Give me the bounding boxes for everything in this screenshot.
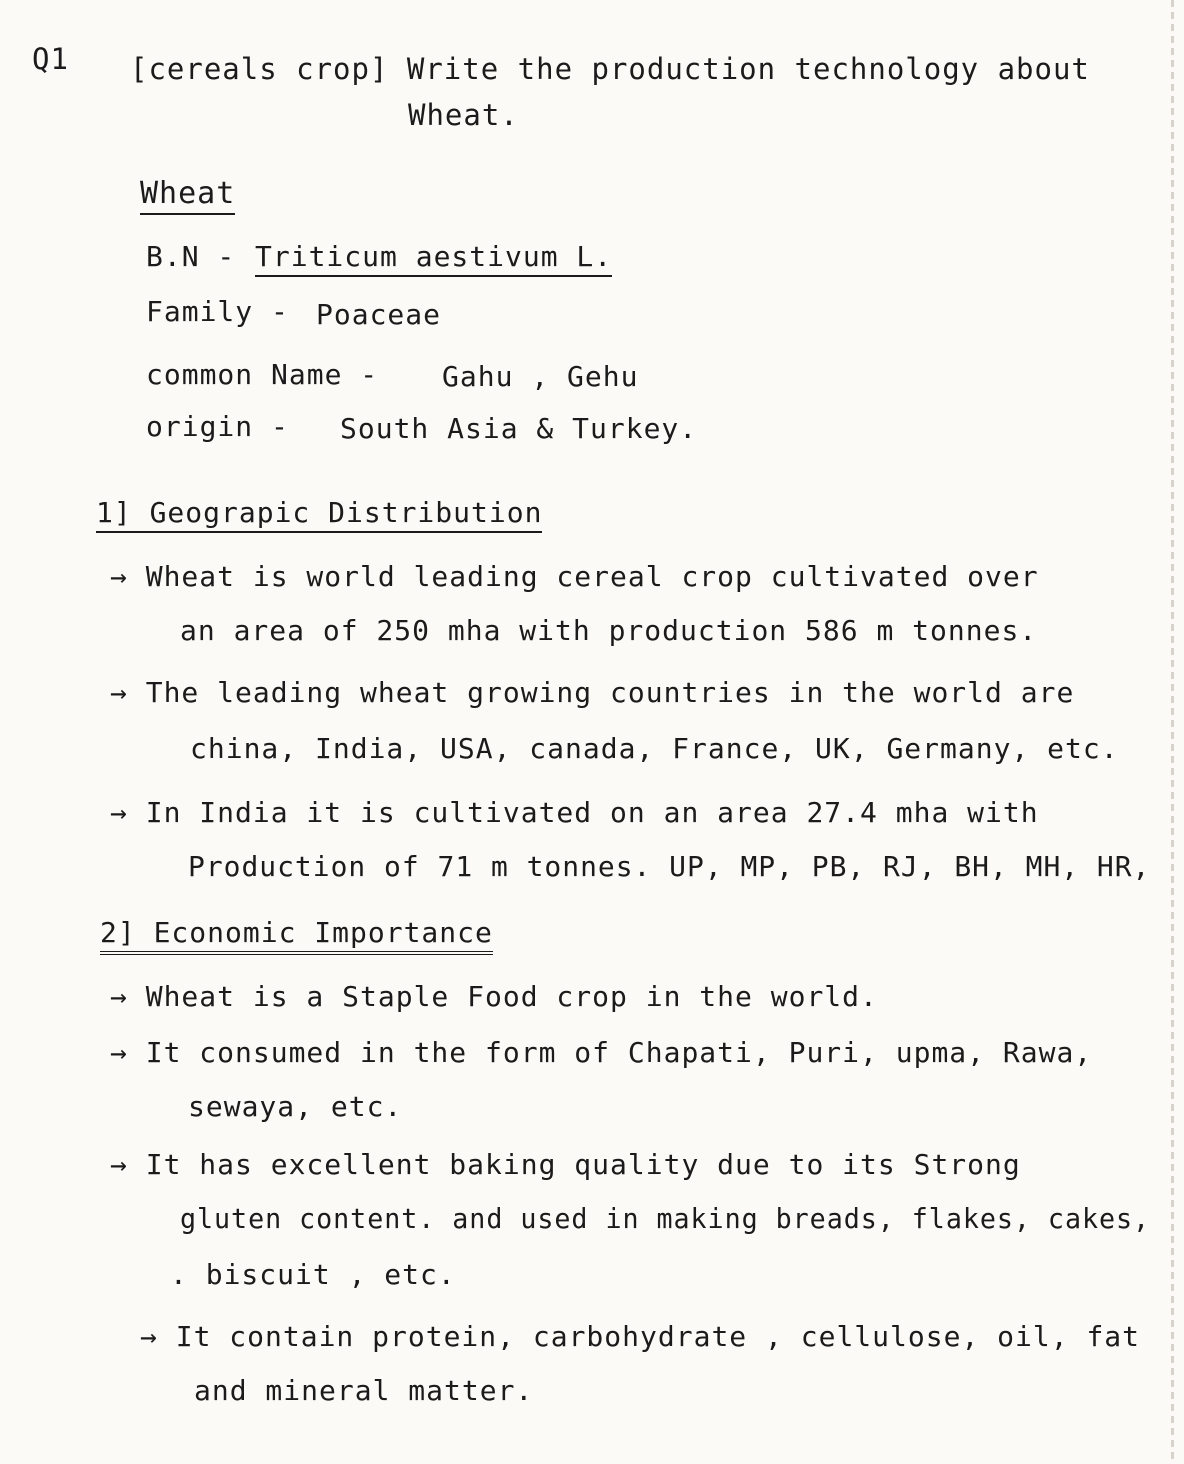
section-1-bullet-2-line-2: china, India, USA, canada, France, UK, Germany, etc. — [190, 732, 1119, 765]
topic-heading: Wheat — [140, 176, 235, 215]
section-2-heading: 2] Economic Importance — [100, 916, 493, 955]
section-1-bullet-1-line-1: → Wheat is world leading cereal crop cultivated over — [110, 560, 1039, 593]
common-name-label: common Name - — [146, 358, 379, 391]
section-2-bullet-4-line-2: and mineral matter. — [194, 1374, 534, 1407]
section-2-bullet-2-line-1: → It consumed in the form of Chapati, Puri, upma, Rawa, — [110, 1036, 1093, 1069]
question-number: Q1 — [32, 42, 69, 76]
section-1-heading: 1] Geograpic Distribution — [96, 496, 542, 533]
family-value: Poaceae — [316, 298, 442, 331]
section-2-bullet-4-line-1: → It contain protein, carbohydrate , cellulose, oil, fat — [140, 1320, 1141, 1353]
botanical-name-value: Triticum aestivum L. — [255, 240, 612, 277]
section-2-bullet-1-line-1: → Wheat is a Staple Food crop in the world. — [110, 980, 878, 1013]
botanical-name-label: B.N - — [146, 240, 236, 273]
question-line-1: [cereals crop] Write the production technology about — [130, 52, 1090, 86]
section-2-bullet-3-line-1: → It has excellent baking quality due to its Strong — [110, 1148, 1021, 1181]
question-line-2: Wheat. — [408, 98, 519, 132]
section-1-bullet-3-line-2: Production of 71 m tonnes. UP, MP, PB, RJ, BH, MH, HR, — [188, 850, 1151, 883]
section-2-bullet-3-line-3: . biscuit , etc. — [170, 1258, 456, 1291]
section-1-bullet-1-line-2: an area of 250 mha with production 586 m tonnes. — [180, 614, 1038, 647]
section-1-bullet-3-line-1: → In India it is cultivated on an area 27.4 mha with — [110, 796, 1039, 829]
section-2-bullet-2-line-2: sewaya, etc. — [188, 1090, 403, 1123]
section-2-bullet-3-line-2: gluten content. and used in making breads, flakes, cakes, — [180, 1202, 1151, 1235]
section-1-bullet-2-line-1: → The leading wheat growing countries in the world are — [110, 676, 1075, 709]
origin-value: South Asia & Turkey. — [340, 412, 698, 445]
family-label: Family - — [146, 295, 289, 328]
page-edge-perforation — [1171, 0, 1174, 1464]
origin-label: origin - — [146, 410, 289, 443]
common-name-value: Gahu , Gehu — [442, 360, 639, 393]
